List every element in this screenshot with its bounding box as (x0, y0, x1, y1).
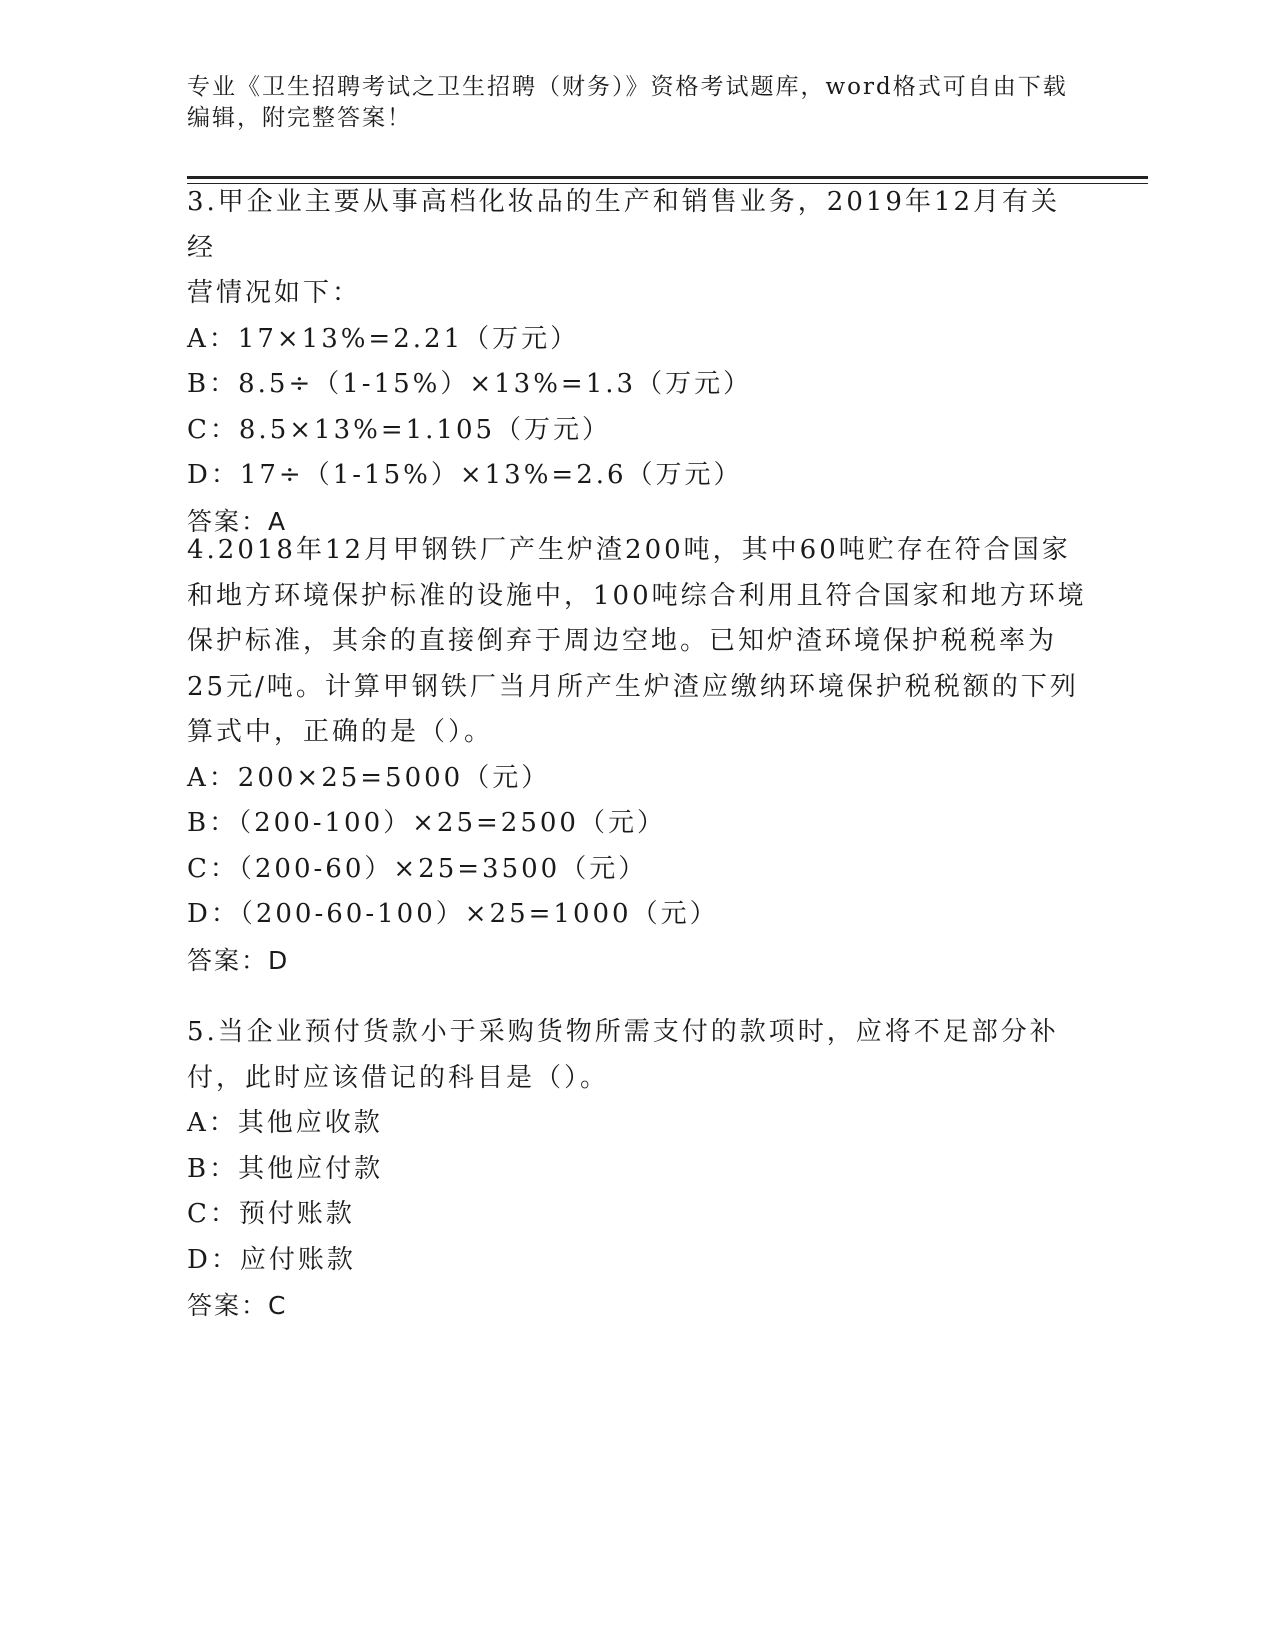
option-d: D：应付账款 (187, 1244, 356, 1275)
header-line-2: 编辑，附完整答案！ (187, 105, 412, 131)
question-stem-line: 算式中，正确的是（）。 (187, 717, 494, 747)
question-stem-line: 5.当企业预付货款小于采购货物所需支付的款项时，应将不足部分补 (187, 1017, 1059, 1047)
answer-line: 答案：D (187, 945, 290, 975)
question-5 (187, 1010, 1087, 1329)
question-stem-line: 25元/吨。计算甲钢铁厂当月所产生炉渣应缴纳环境保护税税额的下列 (187, 671, 1079, 702)
header-line-1: 专业《卫生招聘考试之卫生招聘（财务）》资格考试题库，word格式可自由下载 (187, 74, 1068, 100)
option-c: C：预付账款 (187, 1199, 355, 1229)
option-b: B：（200-100）×25=2500（元） (187, 808, 666, 838)
question-stem-line: 保护标准，其余的直接倒弃于周边空地。已知炉渣环境保护税税率为 (187, 626, 1058, 656)
question-stem-line: 和地方环境保护标准的设施中，100吨综合利用且符合国家和地方环境 (187, 580, 1087, 611)
question-stem-line: 4.2018年12月甲钢铁厂产生炉渣200吨，其中60吨贮存在符合国家 (187, 535, 1071, 565)
option-c: C：8.5×13%=1.105（万元） (187, 414, 612, 445)
document-header (187, 72, 1087, 134)
option-b: B：其他应付款 (187, 1153, 384, 1184)
question-stem-line: 付，此时应该借记的科目是（）。 (187, 1062, 610, 1093)
option-a: A：其他应收款 (187, 1108, 383, 1138)
option-d: D：17÷（1-15%）×13%=2.6（万元） (187, 460, 743, 490)
question-4 (187, 528, 1087, 983)
option-c: C：（200-60）×25=3500（元） (187, 853, 648, 884)
option-a: A：200×25=5000（元） (187, 762, 551, 793)
question-stem-line: 3.甲企业主要从事高档化妆品的生产和销售业务，2019年12月有关经 (187, 187, 1061, 263)
option-b: B：8.5÷（1-15%）×13%=1.3（万元） (187, 369, 753, 399)
question-3 (187, 180, 1087, 544)
answer-line: 答案：A (187, 506, 288, 536)
question-stem-line: 营情况如下： (187, 278, 362, 308)
option-a: A：17×13%=2.21（万元） (187, 323, 580, 354)
answer-line: 答案：C (187, 1291, 288, 1320)
header-divider-thick (187, 176, 1148, 179)
option-d: D：（200-60-100）×25=1000（元） (187, 899, 719, 929)
